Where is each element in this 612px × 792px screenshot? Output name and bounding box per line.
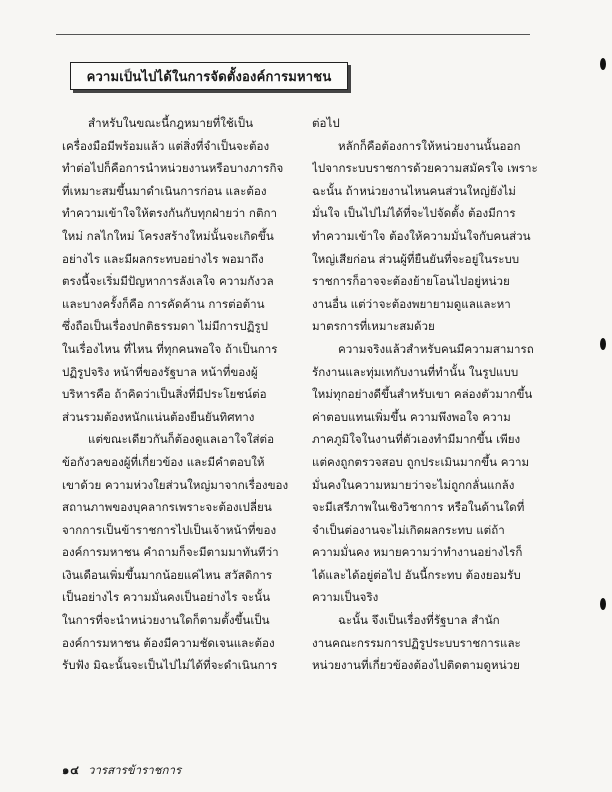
text-line: ค่าตอบแทนเพิ่มขึ้น ความพึงพอใจ ความ: [312, 409, 511, 424]
text-line: ราชการก็อาจจะต้องย้ายโอนไปอยู่หน่วย: [312, 274, 510, 289]
text-line: อย่างไร และมีผลกระทบอย่างไร พอมาถึง: [62, 251, 264, 266]
text-line: ความเป็นจริง: [312, 590, 379, 605]
text-line: จากการเป็นข้าราชการไปเป็นเจ้าหน้าที่ของ: [62, 522, 277, 537]
edge-mark: [600, 338, 606, 350]
text-line: หลักก็คือต้องการให้หน่วยงานนั้นออก: [338, 138, 521, 153]
text-line: งานอื่น แต่ว่าจะต้องพยายามดูแลและหา: [312, 296, 511, 311]
title-box: [70, 62, 348, 90]
text-line: ตรงนี้จะเริ่มมีปัญหาการลังเลใจ ความกังวล: [62, 274, 274, 289]
page-number: ๑๔: [62, 763, 81, 777]
text-line: ฉะนั้น ถ้าหน่วยงานไหนคนส่วนใหญ่ยังไม่: [312, 183, 516, 198]
top-rule: [56, 34, 530, 35]
text-line: และบางครั้งก็คือ การคัดค้าน การต่อต้าน: [62, 296, 265, 311]
text-line: สถานภาพของบุคลากรเพราะจะต้องเปลี่ยน: [62, 500, 272, 515]
text-line: ที่เหมาะสมขึ้นมาดำเนินการก่อน และต้อง: [62, 183, 267, 198]
text-line: เป็นอย่างไร ความมั่นคงเป็นอย่างไร จะนั้น: [62, 590, 271, 605]
text-line: รับฟัง มิฉะนั้นจะเป็นไปไม่ได้ที่จะดำเนินการ: [62, 658, 278, 673]
text-line: ความมั่นคง หมายความว่าทำงานอย่างไรก็: [312, 545, 523, 560]
text-line: ใหม่ทุกอย่างดีขึ้นสำหรับเขา คล่องตัวมากขึ้น: [312, 387, 533, 402]
edge-mark: [600, 58, 606, 70]
text-line: บริหารคือ ถ้าคิดว่าเป็นสิ่งที่มีประโยชน์ต่อ: [62, 387, 267, 402]
text-line: ซึ่งถือเป็นเรื่องปกติธรรมดา ไม่มีการปฏิรูป: [62, 319, 268, 334]
text-line: องค์การมหาชน คำถามก็จะมีตามมาทันทีว่า: [62, 545, 279, 560]
text-line: เครื่องมือมีพร้อมแล้ว แต่สิ่งที่จำเป็นจะต้อง: [62, 138, 270, 153]
text-line: ทำความเข้าใจ ต้องให้ความมั่นใจกับคนส่วน: [312, 228, 531, 243]
text-line: ใหม่ กลไกใหม่ โครงสร้างใหม่นั้นจะเกิดขึ้น: [62, 228, 274, 243]
text-line: หน่วยงานที่เกี่ยวข้องต้องไปติดตามดูหน่วย: [312, 658, 520, 673]
text-line: รักงานและทุ่มเทกับงานที่ทำนั้น ในรูปแบบ: [312, 364, 519, 379]
page-footer: [62, 762, 181, 780]
text-line: สำหรับในขณะนี้กฎหมายที่ใช้เป็น: [88, 116, 254, 130]
text-line: ข้อกังวลของผู้ที่เกี่ยวข้อง และมีคำตอบให้: [62, 454, 265, 469]
text-line: แต่คงถูกตรวจสอบ ถูกประเมินมากขึ้น ความ: [312, 454, 530, 469]
text-line: จะมีเสรีภาพในเชิงวิชาการ หรือในด้านใดที่: [312, 500, 525, 515]
text-line: ใหญ่เสียก่อน ส่วนผู้ที่ยืนยันที่จะอยู่ในระบบ: [312, 251, 520, 266]
text-line: เงินเดือนเพิ่มขึ้นมากน้อยแค่ไหน สวัสดิการ: [62, 567, 273, 582]
text-line: ได้และได้อยู่ต่อไป อันนี้กระทบ ต้องยอมรับ: [312, 567, 521, 582]
text-line: ไปจากระบบราชการด้วยความสมัครใจ เพราะ: [312, 161, 538, 176]
text-line: องค์การมหาชน ต้องมีความชัดเจนและต้อง: [62, 635, 275, 650]
text-line: ความจริงแล้วสำหรับคนมีความสามารถ: [338, 341, 534, 356]
right-column: [312, 112, 542, 677]
text-line: จำเป็นต่องานจะไม่เกิดผลกระทบ แต่ถ้า: [312, 522, 505, 537]
text-line: ในเรื่องไหน ที่ไหน ที่ทุกคนพอใจ ถ้าเป็นการ: [62, 341, 278, 356]
text-line: มั่นใจ เป็นไปไม่ได้ที่จะไปจัดตั้ง ต้องมีการ: [312, 206, 516, 221]
text-line: งานคณะกรรมการปฏิรูประบบราชการและ: [312, 635, 521, 650]
text-line: แต่ขณะเดียวกันก็ต้องดูแลเอาใจใส่ต่อ: [88, 432, 275, 447]
text-line: ปฏิรูปจริง หน้าที่ของรัฐบาล หน้าที่ของผู้: [62, 364, 258, 379]
publication-name: วารสารข้าราชการ: [88, 763, 182, 777]
text-line: มาตรการที่เหมาะสมด้วย: [312, 319, 435, 334]
text-line: เขาด้วย ความห่วงใยส่วนใหญ่มาจากเรื่องของ: [62, 477, 289, 492]
article-title: ความเป็นไปได้ในการจัดตั้งองค์การมหาชน: [86, 69, 332, 85]
edge-mark: [600, 598, 606, 610]
text-line: ทำต่อไปก็คือการนำหน่วยงานหรือบางภารกิจ: [62, 161, 284, 176]
text-line: ส่วนรวมต้องหนักแน่นต้องยืนยันทิศทาง: [62, 409, 255, 424]
text-line: มั่นคงในความหมายว่าจะไม่ถูกกลั่นแกล้ง: [312, 477, 515, 492]
text-line: ในการที่จะนำหน่วยงานใดก็ตามตั้งขึ้นเป็น: [62, 613, 270, 628]
text-line: ภาคภูมิใจในงานที่ตัวเองทำมีมากขึ้น เพียง: [312, 432, 521, 447]
text-line: ฉะนั้น จึงเป็นเรื่องที่รัฐบาล สำนัก: [338, 613, 500, 628]
left-column: [62, 112, 294, 677]
text-line: ทำความเข้าใจให้ตรงกันกับทุกฝ่ายว่า กติกา: [62, 206, 278, 221]
text-line: ต่อไป: [312, 116, 340, 130]
